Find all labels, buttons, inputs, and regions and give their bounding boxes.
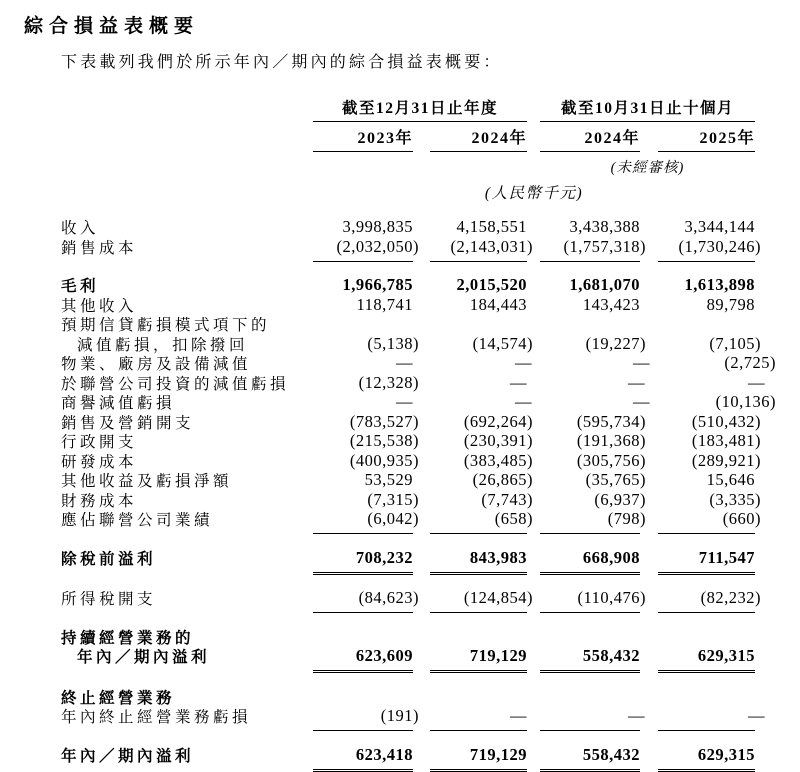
double-rule: [313, 666, 413, 673]
row-label: 銷售及營銷開支: [61, 414, 195, 432]
value-cell: 623,609: [355, 646, 413, 666]
table-row: [61, 548, 800, 568]
table-row: [61, 432, 800, 452]
value-cell: (215,538): [349, 431, 419, 451]
value-cell: (6,042): [367, 509, 419, 529]
row-label: 減值虧損，扣除撥回: [77, 336, 249, 354]
spacer: [61, 125, 313, 152]
year-header-2024: 2024年: [430, 125, 527, 152]
value-cell: (383,485): [463, 450, 533, 470]
value-cell: (289,921): [691, 450, 761, 470]
value-cell: 89,798: [706, 294, 755, 314]
column-group-ten-months-oct31: 截至10月31日止十個月: [540, 96, 755, 122]
single-rule: [658, 726, 755, 731]
table-body: [61, 218, 800, 772]
row-label: 物業、廠房及設備減值: [61, 356, 252, 374]
value-cell: 843,983: [469, 547, 527, 567]
spacer: [61, 529, 313, 534]
value-cell: 143,423: [582, 294, 640, 314]
single-rule: [540, 726, 640, 731]
value-cell: (10,136): [715, 392, 776, 412]
value-cell: (124,854): [463, 588, 533, 608]
unaudited-note: (未經審核): [610, 159, 685, 176]
value-cell: (595,734): [576, 411, 646, 431]
row-label: 於聯營公司投資的減值虧損: [61, 375, 290, 393]
table-row: [61, 589, 800, 609]
value-cell: 629,315: [697, 744, 755, 764]
value-cell: 558,432: [582, 744, 640, 764]
value-cell: —: [510, 706, 527, 726]
table-row: [61, 237, 800, 257]
value-cell: —: [396, 392, 413, 412]
currency-note: (人民幣千元): [484, 184, 584, 202]
single-rule: [313, 726, 413, 731]
single-rule: [313, 529, 413, 534]
double-rule: [430, 666, 527, 673]
value-cell: 711,547: [698, 547, 755, 567]
double-rule: [430, 568, 527, 575]
single-rule: [430, 529, 527, 534]
document-page: [0, 16, 800, 765]
value-cell: —: [510, 372, 527, 392]
table-row: [61, 295, 800, 315]
table-row: [61, 218, 800, 238]
value-cell: 184,443: [469, 294, 527, 314]
value-cell: 558,432: [582, 646, 640, 666]
value-cell: 629,315: [697, 646, 755, 666]
income-statement-table: [61, 96, 800, 772]
table-row: [61, 315, 800, 335]
single-rule: [430, 608, 527, 613]
table-row: [61, 354, 800, 374]
value-cell: (7,105): [709, 333, 761, 353]
row-label: 財務成本: [61, 492, 138, 510]
row-label: 應佔聯營公司業績: [61, 512, 214, 530]
value-cell: 1,613,898: [684, 275, 755, 295]
value-cell: (110,476): [577, 588, 646, 608]
value-cell: 623,418: [355, 744, 413, 764]
rule-row: [61, 765, 800, 772]
value-cell: (6,937): [594, 489, 646, 509]
value-cell: 53,529: [364, 470, 413, 490]
spacer: [61, 666, 313, 673]
row-label: 商譽減值虧損: [61, 395, 176, 413]
table-row: [61, 490, 800, 510]
page-title: 綜合損益表概要: [24, 16, 200, 37]
value-cell: 4,158,551: [456, 217, 527, 237]
value-cell: —: [628, 706, 645, 726]
table-row: [61, 393, 800, 413]
value-cell: (3,335): [709, 489, 761, 509]
spacer: [61, 156, 540, 177]
value-cell: (183,481): [691, 431, 761, 451]
value-cell: (400,935): [349, 450, 419, 470]
value-cell: (1,757,318): [563, 236, 646, 256]
row-label: 年內／期內溢利: [77, 649, 211, 667]
row-label: 其他收入: [61, 297, 138, 315]
spacer: [61, 181, 313, 203]
rule-row: [61, 529, 800, 534]
value-cell: (783,527): [349, 411, 419, 431]
double-rule: [658, 666, 755, 673]
value-cell: (35,765): [585, 470, 646, 490]
unaudited-note-row: [61, 156, 800, 177]
value-cell: 708,232: [355, 547, 413, 567]
double-rule: [313, 568, 413, 575]
double-rule: [540, 765, 640, 772]
table-row: [61, 707, 800, 727]
value-cell: 3,344,144: [684, 217, 755, 237]
single-rule: [540, 608, 640, 613]
double-rule: [540, 666, 640, 673]
value-cell: —: [748, 706, 765, 726]
row-label: 行政開支: [61, 434, 138, 452]
value-cell: 1,966,785: [342, 275, 413, 295]
value-cell: (19,227): [585, 333, 646, 353]
value-cell: (2,143,031): [450, 236, 533, 256]
double-rule: [658, 568, 755, 575]
value-cell: 15,646: [706, 470, 755, 490]
row-label: 毛利: [61, 278, 100, 296]
spacer: [61, 568, 313, 575]
table-row: [61, 471, 800, 491]
value-cell: 719,129: [469, 646, 527, 666]
row-label: 所得稅開支: [61, 591, 157, 609]
value-cell: 3,998,835: [342, 217, 413, 237]
table-row: [61, 627, 800, 647]
year-header-2023: 2023年: [313, 125, 413, 152]
value-cell: —: [628, 372, 645, 392]
row-label: 預期信貸虧損模式項下的: [61, 317, 271, 335]
value-cell: (191): [380, 706, 419, 726]
row-label: 其他收益及虧損淨額: [61, 473, 233, 491]
column-group-header-row: [61, 96, 800, 122]
value-cell: (230,391): [463, 431, 533, 451]
row-label: 持續經營業務的: [61, 629, 195, 647]
value-cell: (7,743): [481, 489, 533, 509]
table-row: [61, 647, 800, 667]
value-cell: —: [515, 392, 532, 412]
rule-row: [61, 666, 800, 673]
year-header-2024-10m: 2024年: [540, 125, 640, 152]
value-cell: (191,368): [576, 431, 646, 451]
row-label: 收入: [61, 220, 100, 238]
row-label: 銷售成本: [61, 239, 138, 257]
year-header-2025-10m: 2025年: [658, 125, 755, 152]
value-cell: —: [515, 353, 532, 373]
value-cell: (2,725): [724, 353, 776, 373]
rule-row: [61, 726, 800, 731]
value-cell: 719,129: [469, 744, 527, 764]
value-cell: (305,756): [576, 450, 646, 470]
value-cell: —: [633, 353, 650, 373]
single-rule: [658, 608, 755, 613]
spacer: [61, 608, 313, 613]
row-label: 年內終止經營業務虧損: [61, 709, 252, 727]
intro-text: 下表載列我們於所示年內／期內的綜合損益表概要：: [61, 53, 503, 71]
spacer: [61, 257, 313, 262]
row-label: 終止經營業務: [61, 689, 176, 707]
table-row: [61, 334, 800, 354]
table-row: [61, 451, 800, 471]
rule-row: [61, 568, 800, 575]
single-rule: [313, 257, 413, 262]
single-rule: [430, 257, 527, 262]
value-cell: (12,328): [358, 372, 419, 392]
value-cell: —: [396, 353, 413, 373]
table-row: [61, 276, 800, 296]
single-rule: [658, 529, 755, 534]
value-cell: (1,730,246): [678, 236, 761, 256]
double-rule: [540, 568, 640, 575]
table-row: [61, 412, 800, 432]
table-row: [61, 745, 800, 765]
value-cell: (5,138): [367, 333, 419, 353]
single-rule: [658, 257, 755, 262]
year-header-row: [61, 125, 800, 152]
value-cell: (658): [494, 509, 533, 529]
currency-note-row: [61, 181, 800, 203]
table-row: [61, 510, 800, 530]
column-group-year-ended-dec31: 截至12月31日止年度: [313, 96, 527, 122]
table-row: [61, 687, 800, 707]
value-cell: (7,315): [367, 489, 419, 509]
rule-row: [61, 608, 800, 613]
value-cell: 1,681,070: [569, 275, 640, 295]
value-cell: 668,908: [582, 547, 640, 567]
value-cell: 3,438,388: [569, 217, 640, 237]
value-cell: 2,015,520: [456, 275, 527, 295]
value-cell: (84,623): [358, 588, 419, 608]
table-row: [61, 373, 800, 393]
value-cell: (2,032,050): [336, 236, 419, 256]
value-cell: (26,865): [472, 470, 533, 490]
value-cell: —: [633, 392, 650, 412]
value-cell: (660): [722, 509, 761, 529]
single-rule: [430, 726, 527, 731]
value-cell: (692,264): [463, 411, 533, 431]
double-rule: [658, 765, 755, 772]
single-rule: [540, 257, 640, 262]
row-label: 研發成本: [61, 453, 138, 471]
value-cell: (14,574): [472, 333, 533, 353]
single-rule: [313, 608, 413, 613]
double-rule: [313, 765, 413, 772]
single-rule: [540, 529, 640, 534]
double-rule: [430, 765, 527, 772]
value-cell: (510,432): [691, 411, 761, 431]
value-cell: (798): [607, 509, 646, 529]
spacer: [61, 765, 313, 772]
value-cell: 118,741: [356, 294, 413, 314]
rule-row: [61, 257, 800, 262]
value-cell: (82,232): [700, 588, 761, 608]
row-label: 除稅前溢利: [61, 550, 157, 568]
spacer: [61, 726, 313, 731]
value-cell: —: [748, 372, 765, 392]
row-label: 年內／期內溢利: [61, 747, 195, 765]
